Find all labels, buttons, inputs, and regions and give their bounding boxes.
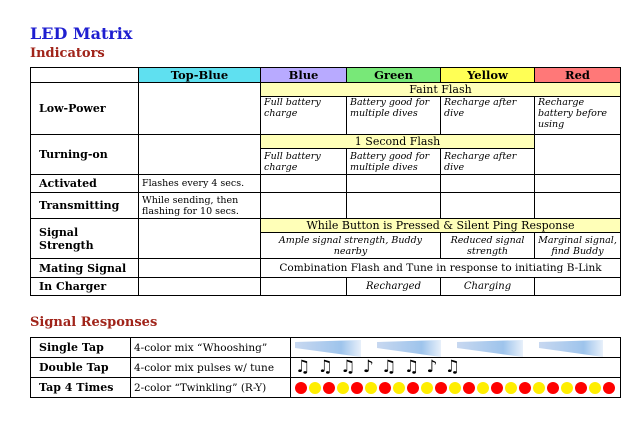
cell-turning-on-yellow: Recharge after dive bbox=[441, 149, 535, 175]
cell-charger-yellow: Charging bbox=[441, 278, 535, 296]
cell-charger-green: Recharged bbox=[347, 278, 441, 296]
cell-activated-red bbox=[535, 175, 621, 193]
response-visual-double-tap bbox=[291, 358, 621, 378]
page-title: LED Matrix bbox=[30, 24, 133, 43]
wave-icon bbox=[377, 340, 441, 357]
music-note-icons: ♫ ♫ ♫ ♪ ♫ ♫ ♪ ♫ bbox=[295, 357, 461, 377]
led-dot-icon bbox=[421, 382, 433, 394]
section-heading-indicators: Indicators bbox=[30, 46, 105, 61]
cell-charger-red bbox=[535, 278, 621, 296]
section-heading-signal-responses: Signal Responses bbox=[30, 315, 158, 330]
row-label-transmitting: Transmitting bbox=[31, 193, 139, 219]
cell-activated-yellow bbox=[441, 175, 535, 193]
header-blank bbox=[31, 68, 139, 83]
led-dot-icon bbox=[589, 382, 601, 394]
cell-turning-on-green: Battery good for multiple dives bbox=[347, 149, 441, 175]
cell-low-power-top-blue bbox=[139, 83, 261, 135]
led-dot-icon bbox=[603, 382, 615, 394]
wave-icon bbox=[295, 340, 361, 357]
cell-activated-top-blue: Flashes every 4 secs. bbox=[139, 175, 261, 193]
dot-icons bbox=[295, 382, 615, 394]
cell-low-power-green: Battery good for multiple dives bbox=[347, 97, 441, 135]
led-dot-icon bbox=[519, 382, 531, 394]
led-dot-icon bbox=[575, 382, 587, 394]
led-dot-icon bbox=[407, 382, 419, 394]
wave-icons bbox=[291, 340, 621, 358]
response-row-single-tap bbox=[31, 338, 621, 358]
row-label-low-power: Low-Power bbox=[31, 83, 139, 135]
cell-signal-strength-top-blue bbox=[139, 219, 261, 259]
col-header-red: Red bbox=[535, 68, 621, 83]
cell-transmitting-blue bbox=[261, 193, 347, 219]
led-dot-icon bbox=[533, 382, 545, 394]
led-dot-icon bbox=[323, 382, 335, 394]
cell-mating-top-blue bbox=[139, 259, 261, 278]
banner-low-power: Faint Flash bbox=[261, 83, 621, 97]
response-desc-tap-4-times: 2-color “Twinkling” (R-Y) bbox=[131, 378, 291, 398]
row-signal-strength-banner bbox=[31, 219, 621, 233]
row-transmitting bbox=[31, 193, 621, 219]
led-dot-icon bbox=[561, 382, 573, 394]
col-header-green: Green bbox=[347, 68, 441, 83]
cell-signal-strength-blue-green: Ample signal strength, Buddy nearby bbox=[261, 233, 441, 259]
cell-transmitting-red bbox=[535, 193, 621, 219]
led-dot-icon bbox=[309, 382, 321, 394]
cell-transmitting-yellow bbox=[441, 193, 535, 219]
led-dot-icon bbox=[337, 382, 349, 394]
response-desc-double-tap: 4-color mix pulses w/ tune bbox=[131, 358, 291, 378]
response-row-double-tap bbox=[31, 358, 621, 378]
cell-low-power-red: Recharge battery before using bbox=[535, 97, 621, 135]
led-dot-icon bbox=[505, 382, 517, 394]
row-label-turning-on: Turning-on bbox=[31, 135, 139, 175]
cell-charger-top-blue bbox=[139, 278, 261, 296]
row-turning-on-banner bbox=[31, 135, 621, 149]
wave-icon bbox=[457, 340, 523, 357]
led-dot-icon bbox=[435, 382, 447, 394]
led-dot-icon bbox=[365, 382, 377, 394]
response-row-tap-4-times bbox=[31, 378, 621, 398]
row-activated bbox=[31, 175, 621, 193]
cell-turning-on-red bbox=[535, 135, 621, 175]
cell-transmitting-green bbox=[347, 193, 441, 219]
row-label-in-charger: In Charger bbox=[31, 278, 139, 296]
header-row bbox=[31, 68, 621, 83]
col-header-top-blue: Top-Blue bbox=[139, 68, 261, 83]
col-header-yellow: Yellow bbox=[441, 68, 535, 83]
cell-charger-blue bbox=[261, 278, 347, 296]
signal-responses-table bbox=[30, 337, 621, 398]
row-label-mating-signal: Mating Signal bbox=[31, 259, 139, 278]
cell-signal-strength-yellow: Reduced signal strength bbox=[441, 233, 535, 259]
row-mating-signal bbox=[31, 259, 621, 278]
response-label-double-tap: Double Tap bbox=[31, 358, 131, 378]
cell-activated-blue bbox=[261, 175, 347, 193]
cell-signal-strength-red: Marginal signal, find Buddy bbox=[535, 233, 621, 259]
cell-turning-on-blue: Full battery charge bbox=[261, 149, 347, 175]
response-visual-single-tap bbox=[291, 338, 621, 358]
led-dot-icon bbox=[491, 382, 503, 394]
cell-low-power-yellow: Recharge after dive bbox=[441, 97, 535, 135]
led-dot-icon bbox=[547, 382, 559, 394]
cell-transmitting-top-blue: While sending, then flashing for 10 secs. bbox=[139, 193, 261, 219]
cell-mating-text: Combination Flash and Tune in response to initiating B-Link bbox=[261, 259, 621, 278]
led-dot-icon bbox=[379, 382, 391, 394]
cell-low-power-blue: Full battery charge bbox=[261, 97, 347, 135]
response-label-tap-4-times: Tap 4 Times bbox=[31, 378, 131, 398]
led-dot-icon bbox=[295, 382, 307, 394]
led-dot-icon bbox=[449, 382, 461, 394]
row-label-activated: Activated bbox=[31, 175, 139, 193]
led-dot-icon bbox=[463, 382, 475, 394]
banner-signal-strength: While Button is Pressed & Silent Ping Response bbox=[261, 219, 621, 233]
cell-turning-on-top-blue bbox=[139, 135, 261, 175]
banner-turning-on: 1 Second Flash bbox=[261, 135, 535, 149]
led-dot-icon bbox=[393, 382, 405, 394]
cell-activated-green bbox=[347, 175, 441, 193]
indicator-matrix-table bbox=[30, 67, 621, 296]
col-header-blue: Blue bbox=[261, 68, 347, 83]
row-label-signal-strength: Signal Strength bbox=[31, 219, 139, 259]
led-dot-icon bbox=[351, 382, 363, 394]
response-desc-single-tap: 4-color mix “Whooshing” bbox=[131, 338, 291, 358]
row-low-power-banner bbox=[31, 83, 621, 97]
led-dot-icon bbox=[477, 382, 489, 394]
response-label-single-tap: Single Tap bbox=[31, 338, 131, 358]
row-in-charger bbox=[31, 278, 621, 296]
response-visual-tap-4-times bbox=[291, 378, 621, 398]
wave-icon bbox=[539, 340, 603, 357]
